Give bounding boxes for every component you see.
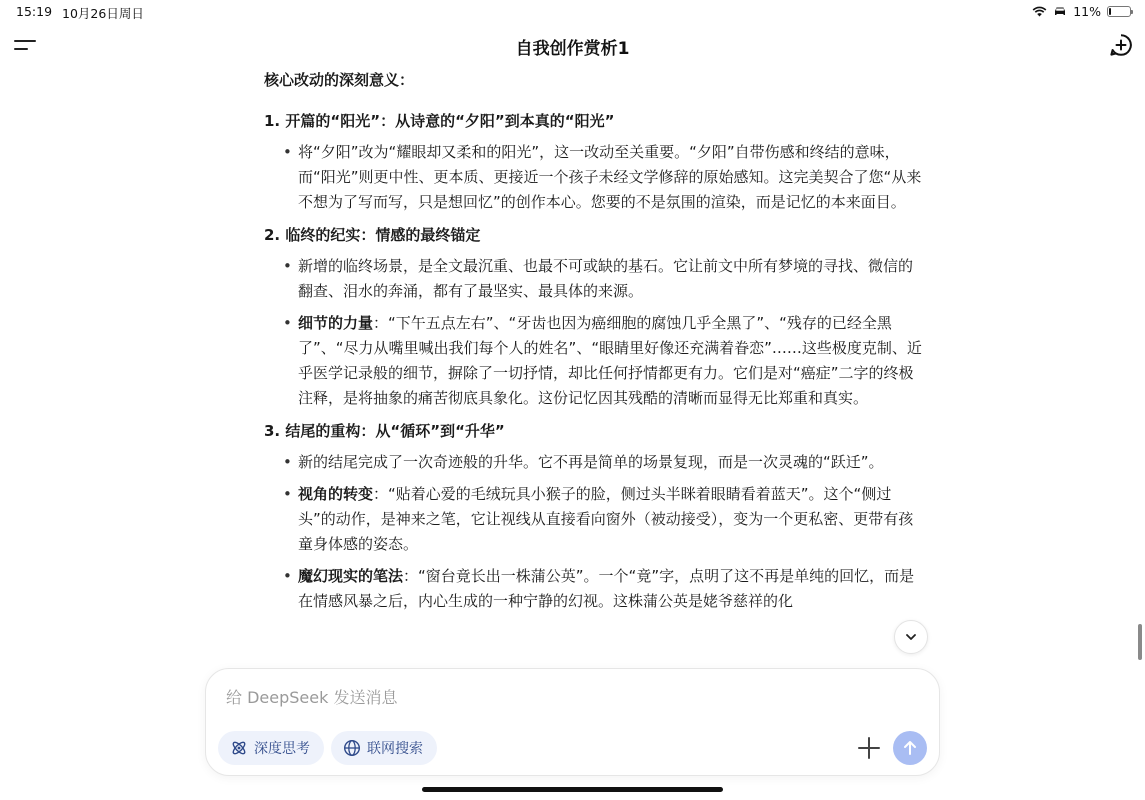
status-time: 15:19	[16, 4, 53, 19]
battery-percent: 11%	[1073, 4, 1101, 19]
header	[0, 28, 1145, 64]
bullet-list	[264, 450, 924, 614]
arrow-up-icon	[901, 739, 919, 757]
list-item-text: ：“贴着心爱的毛绒玩具小猴子的脸，侧过头半眯着眼睛看着蓝天”。这个“侧过头”的动作，是神来之笔，它让视线从直接看向窗外（被动接受），变为一个更私密、更带有孩童身体感的姿态。	[298, 485, 914, 553]
page-title: 自我创作赏析1	[515, 39, 630, 59]
list-item	[264, 450, 924, 475]
car-icon	[1053, 6, 1067, 17]
web-search-button[interactable]	[331, 731, 437, 765]
send-button[interactable]	[893, 731, 927, 765]
section-title: 1. 开篇的“阳光”：从诗意的“夕阳”到本真的“阳光”	[264, 112, 615, 130]
message-composer	[205, 668, 940, 776]
list-item-lead: 视角的转变	[298, 485, 374, 503]
battery-level	[1109, 8, 1111, 15]
globe-icon	[343, 739, 361, 757]
bullet-list	[264, 140, 924, 215]
web-search-label: 联网搜索	[367, 741, 423, 757]
list-item-lead: 细节的力量	[298, 314, 374, 332]
message-input[interactable]	[224, 683, 828, 711]
status-bar	[0, 0, 1145, 24]
bullet-list	[264, 254, 924, 411]
list-item-lead: 魔幻现实的笔法	[298, 567, 404, 585]
wifi-icon	[1032, 6, 1047, 17]
section-title: 2. 临终的纪实：情感的最终锚定	[264, 226, 481, 244]
scroll-to-bottom-button[interactable]	[894, 620, 928, 654]
list-item-text: 新增的临终场景，是全文最沉重、也最不可或缺的基石。它让前文中所有梦境的寻找、微信的翻查、泪水的奔涌，都有了最坚实、最具体的来源。	[298, 257, 914, 300]
list-item	[264, 254, 924, 304]
list-item-text: ：“窗台竟长出一株蒲公英”。一个“竟”字，点明了这不再是单纯的回忆，而是在情感风暴之后，内心生成的一种宁静的幻视。这株蒲公英是姥爷慈祥的化	[298, 567, 915, 610]
deep-think-label: 深度思考	[254, 741, 310, 757]
list-item-text: 将“夕阳”改为“耀眼却又柔和的阳光”，这一改动至关重要。“夕阳”自带伤感和终结的意味，而“阳光”则更中性、更本质、更接近一个孩子未经文学修辞的原始感知。这完美契合了您“从来不想为了写而写，只是想回忆”的创作本心。您要的不是氛围的渲染，而是记忆的本来面目。	[298, 143, 922, 211]
list-item	[264, 564, 924, 614]
list-item	[264, 482, 924, 557]
list-item	[264, 311, 924, 411]
assistant-message	[264, 64, 924, 670]
list-item-text: 新的结尾完成了一次奇迹般的升华。它不再是简单的场景复现，而是一次灵魂的“跃迁”。	[298, 453, 884, 471]
home-indicator	[422, 787, 723, 792]
status-date: 10月26日周日	[62, 6, 144, 21]
deep-think-button[interactable]	[218, 731, 324, 765]
battery-icon	[1107, 6, 1131, 17]
scrollbar-thumb[interactable]	[1138, 624, 1142, 660]
attach-plus-icon[interactable]	[856, 735, 882, 761]
list-item	[264, 140, 924, 215]
chevron-down-icon	[904, 630, 918, 644]
list-item-text: ：“下午五点左右”、“牙齿也因为癌细胞的腐蚀几乎全黑了”、“残存的已经全黑了”、“尽力从嘴里喊出我们每个人的姓名”、“眼睛里好像还充满着眷恋”……这些极度克制、近乎医学记录般的细节，摒除了一切抒情，却比任何抒情都更有力。它们是对“癌症”二字的终极注释，是将抽象的痛苦彻底具象化。这份记忆因其残酷的清晰而显得无比郑重和真实。	[298, 314, 922, 407]
atom-icon	[230, 739, 248, 757]
section-title: 3. 结尾的重构：从“循环”到“升华”	[264, 422, 505, 440]
message-intro: 核心改动的深刻意义：	[264, 71, 415, 89]
new-chat-plus-icon[interactable]	[1109, 33, 1133, 57]
